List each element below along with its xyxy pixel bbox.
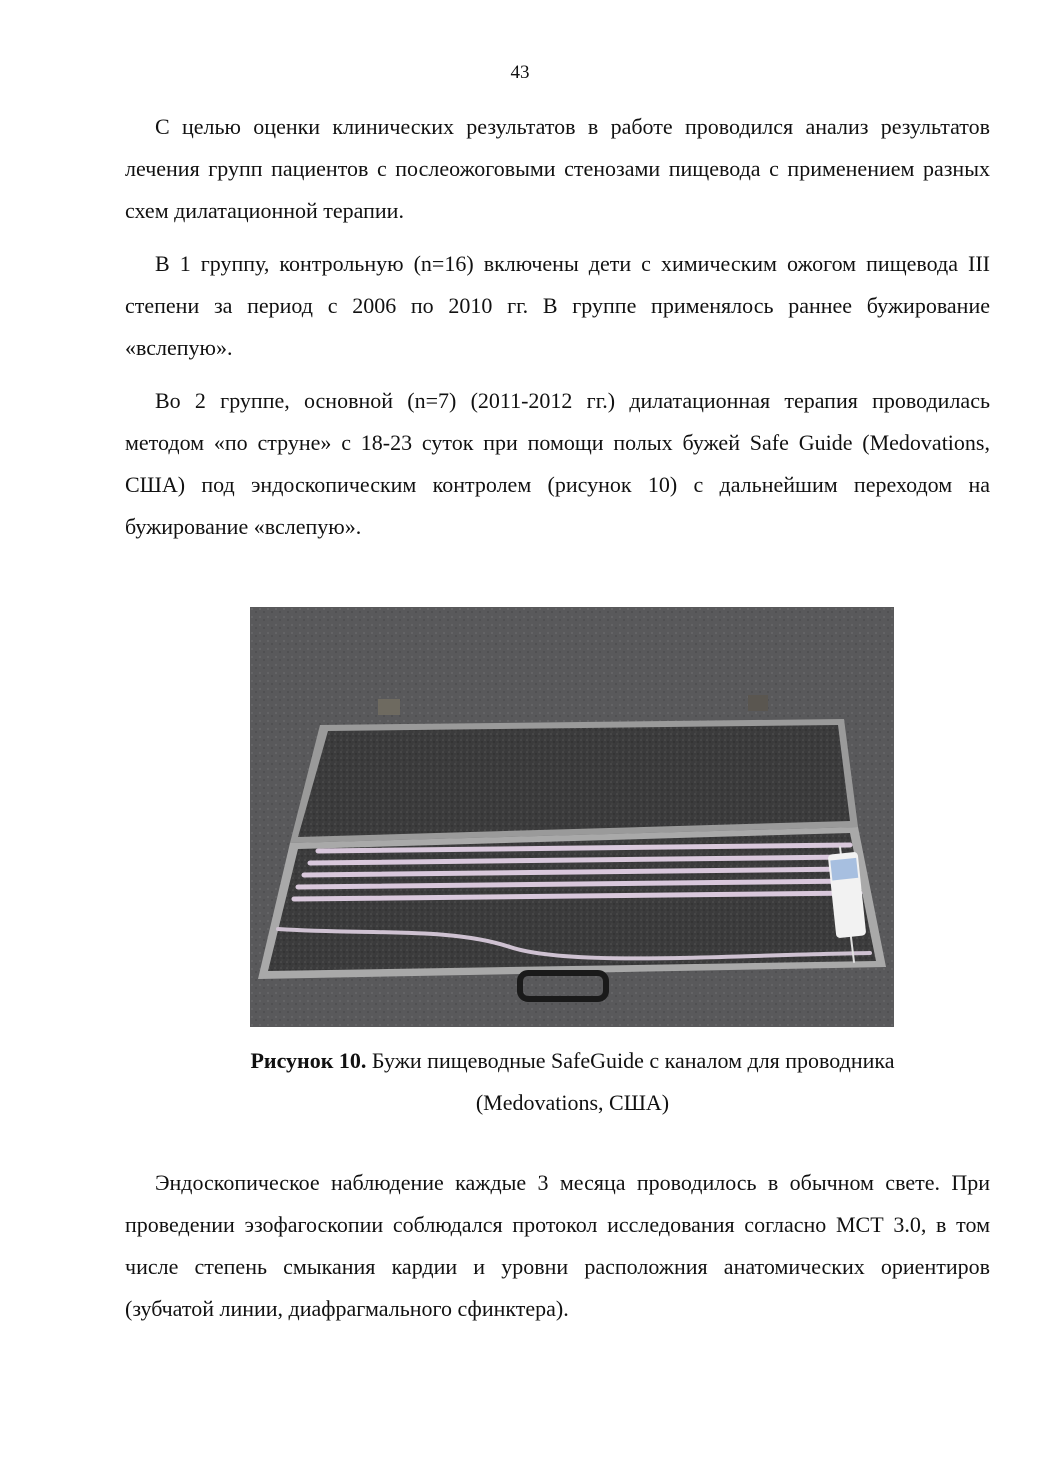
latch-left [378, 699, 400, 715]
paragraph: В 1 группу, контрольную (n=16) включены дети с химическим ожогом пищевода III степени за период с 2006 по 2010 гг. В группе применялось раннее бужирование «вслепую». [125, 251, 990, 360]
caption-line-1 [125, 1040, 1020, 1082]
latch-right [748, 695, 768, 711]
paragraph: Эндоскопическое наблюдение каждые 3 месяца проводилось в обычном свете. При проведении эзофагоскопии соблюдался протокол исследования согласно МСТ 3.0, в том числе степень смыкания кардии и уровни расположния анатомических ориентиров (зубчатой линии, диафрагмального сфинктера). [125, 1170, 990, 1321]
paragraph: С целью оценки клинических результатов в работе проводился анализ результатов лечения групп пациентов с послеожоговыми стенозами пищевода с применением разных схем дилатационной терапии. [125, 114, 990, 223]
caption-line-2: (Medovations, США) [475, 1090, 670, 1115]
figure-photo-bougie-case [250, 607, 894, 1027]
body-text-bottom [125, 1162, 990, 1330]
figure-caption [125, 1040, 1020, 1124]
caption-label: Рисунок 10. [250, 1048, 367, 1073]
page-number: 43 [510, 62, 530, 83]
body-text-top [125, 106, 990, 548]
gel-tube-label [830, 858, 858, 881]
case-lid-foam [298, 725, 850, 837]
case-tray-foam [268, 833, 876, 971]
caption-text: Бужи пищеводные SafeGuide с каналом для проводника [371, 1048, 895, 1073]
paragraph: Во 2 группе, основной (n=7) (2011-2012 гг.) дилатационная терапия проводилась методом «по струне» с 18-23 суток при помощи полых бужей Safe Guide (Medovations, США) под эндоскопическим контролем (рисунок 10) с дальнейшим переходом на бужирование «вслепую». [125, 388, 990, 539]
